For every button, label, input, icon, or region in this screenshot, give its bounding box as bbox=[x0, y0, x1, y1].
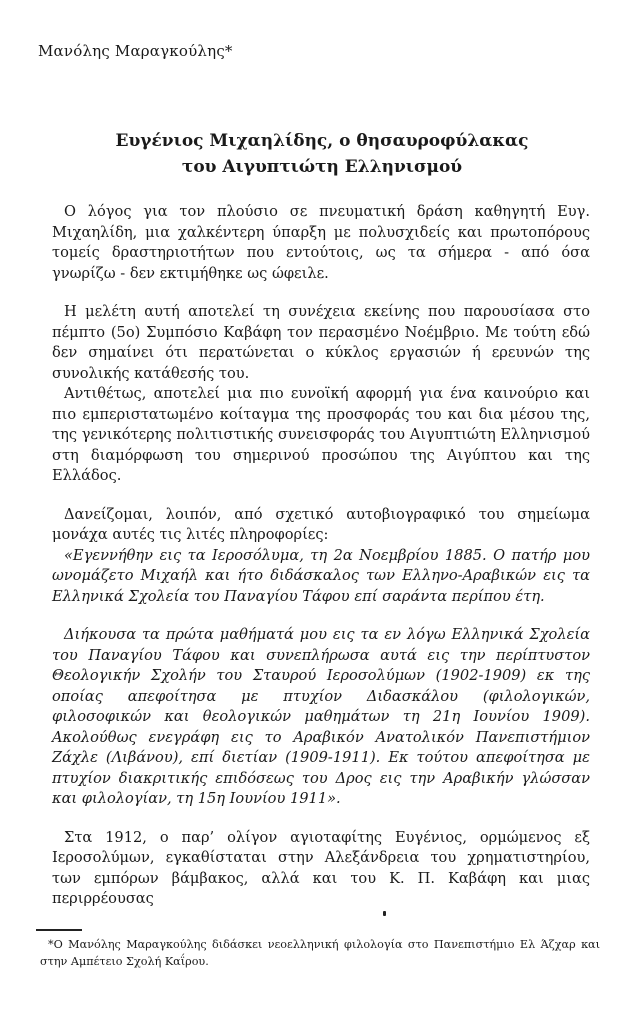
paragraph-5: Στα 1912, ο παρ’ ολίγον αγιοταφίτης Ευγένιος, ορμώμενος εξ Ιεροσολύμων, εγκαθίσταται στην Αλεξάνδρεια του χρηματιστηρίου, των εμπόρων βάμβακος, αλλά και του Κ. Π. Καβάφη και μιας περιρρέουσας bbox=[52, 828, 590, 907]
paragraph-4: Δανείζομαι, λοιπόν, από σχετικό αυτοβιογραφικό του σημείωμα μονάχα αυτές τις λιτές πληροφορίες: bbox=[52, 505, 590, 543]
paragraph-1: Ο λόγος για τον πλούσιο σε πνευματική δράση καθηγητή Ευγ. Μιχαηλίδη, μια χαλκέντερη ύπαρξη με πολυσχιδείς και πρωτοπόρους τομείς δραστηριοτήτων που εντούτοις, ως τα σήμερα - από όσα γνωρίζω - δεν εκτιμήθηκε ως ώφειλε. bbox=[52, 203, 590, 282]
print-speck bbox=[383, 911, 386, 916]
title-line-1: Ευγένιος Μιχαηλίδης, ο θησαυροφύλακας bbox=[115, 131, 529, 151]
article-body bbox=[52, 202, 590, 910]
article-title bbox=[40, 128, 604, 180]
quote-paragraph-2: Διήκουσα τα πρώτα μαθήματά μου εις τα εν λόγω Ελληνικά Σχολεία του Παναγίου Τάφου και συνεπλήρωσα αυτά εις την περίπτυστον Θεολογικήν Σχολήν του Σταυρού Ιεροσολύμων (1902-1909) εκ της οποίας απεφοίτησα με πτυχίον Διδασκάλου (φιλολογικών, φιλοσοφικών και θεολογικών μαθημάτων τη 21η Ιουνίου 1909). Ακολούθως ενεγράφη εις το Αραβικόν Ανατολικόν Πανεπιστήμιον Ζάχλε (Λιβάνου), επί διετίαν (1909-1911). Εκ τούτου απεφοίτησα με πτυχίον διακριτικής επιδόσεως του Δρος εις την Αραβικήν γλώσσαν και φιλολογίαν, τη 15η Ιουνίου 1911». bbox=[52, 626, 590, 807]
quote-paragraph-1: «Εγεννήθην εις τα Ιεροσόλυμα, τη 2α Νοεμβρίου 1885. Ο πατήρ μου ωνομάζετο Μιχαήλ και ήτο διδάσκαλος των Ελληνο-Αραβικών εις τα Ελληνικά Σχολεία του Παναγίου Τάφου επί σαράντα περίπου έτη. bbox=[52, 546, 590, 605]
footnote-rule bbox=[36, 929, 82, 931]
paragraph-2: Η μελέτη αυτή αποτελεί τη συνέχεια εκείνης που παρουσίασα στο πέμπτο (5ο) Συμπόσιο Καβάφη τον περασμένο Νοέμβριο. Με τούτη εδώ δεν σημαίνει ότι περατώνεται ο κύκλος εργασιών ή ερευνών της συνολικής κατάθεσής του. bbox=[52, 303, 590, 382]
footnote: *Ο Μανόλης Μαραγκούλης διδάσκει νεοελληνική φιλολογία στο Πανεπιστήμιο Ελ Άζχαρ και στην Αμπέτειο Σχολή Καΐρου. bbox=[40, 938, 600, 968]
paragraph-3: Αντιθέτως, αποτελεί μια πιο ευνοϊκή αφορμή για ένα καινούριο και πιο εμπεριστατωμένο κοίταγμα της προσφοράς του και δια μέσου της, της γενικότερης πολιτιστικής συνεισφοράς του Αιγυπτιώτη Ελληνισμού στη διαμόρφωση του σημερινού προσώπου της Αιγύπτου και της Ελλάδος. bbox=[52, 385, 590, 484]
author-name: Μανόλης Μαραγκούλης* bbox=[38, 42, 233, 60]
title-line-2: του Αιγυπτιώτη Ελληνισμού bbox=[181, 157, 463, 177]
